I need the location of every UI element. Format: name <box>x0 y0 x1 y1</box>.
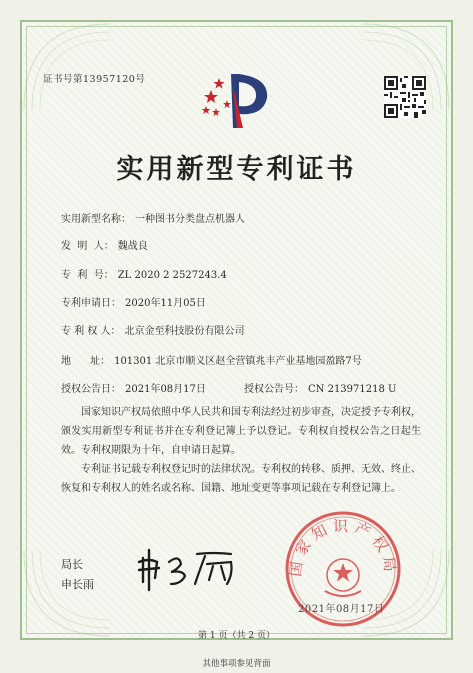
field-label: 地 址： <box>61 356 111 367</box>
director-name: 申长雨 <box>61 578 94 591</box>
qr-code-icon <box>384 76 426 118</box>
field-grant-date <box>61 380 206 395</box>
field-value: 一种图书分类盘点机器人 <box>135 214 245 225</box>
field-patent-number <box>61 266 227 281</box>
field-label: 专 利 权 人： <box>61 326 121 337</box>
field-label: 专利申请日： <box>61 298 121 309</box>
director-signature-icon <box>135 544 245 592</box>
field-label: 授权公告号： <box>244 384 304 395</box>
field-value: 2020年11月05日 <box>125 298 206 309</box>
field-value: 2021年08月17日 <box>125 384 206 395</box>
field-filing-date <box>61 294 206 309</box>
certificate-title: 实用新型专利证书 <box>116 154 357 185</box>
field-value: ZL 2020 2 2527243.4 <box>117 270 227 281</box>
page-number: 第 1 页（共 2 页） <box>198 631 275 641</box>
field-label: 发 明 人： <box>61 241 114 252</box>
field-patentee <box>61 322 245 337</box>
field-inventor <box>61 237 148 252</box>
footer-note: 其他事项参见背面 <box>202 659 271 669</box>
certificate-number: 证书号第13957120号 <box>43 74 146 85</box>
seal-date: 2021年08月17日 <box>298 604 385 615</box>
legal-status-paragraph: 专利证书记载专利权登记时的法律状况。专利权的转移、质押、无效、终止、恢复和专利权人的姓名或名称、国籍、地址变更等事项记载在专利登记簿上。 <box>61 464 421 494</box>
field-grant-number <box>244 380 396 395</box>
field-label: 专 利 号： <box>61 270 114 281</box>
field-label: 实用新型名称： <box>61 214 131 225</box>
field-value: 北京金至科技股份有限公司 <box>124 326 245 337</box>
field-utility-model-name <box>61 210 245 225</box>
field-value: 魏战良 <box>117 241 148 252</box>
cnipa-logo-icon <box>197 68 279 132</box>
field-value: 101301 北京市顺义区赵全营镇兆丰产业基地园盈路7号 <box>114 356 362 367</box>
corner-ornament-top-left <box>22 22 112 112</box>
field-address <box>61 352 362 367</box>
grant-statement-paragraph: 国家知识产权局依照中华人民共和国专利法经过初步审查，决定授予专利权，颁发实用新型专利证书并在专利登记簿上予以登记。专利权自授权公告之日起生效。专利权期限为十年，自申请日起算。 <box>61 407 421 456</box>
field-label: 授权公告日： <box>61 384 121 395</box>
director-title: 局长 <box>61 558 83 571</box>
field-value: CN 213971218 U <box>308 384 397 395</box>
seal-text: 国家知识产权局 <box>286 517 400 578</box>
